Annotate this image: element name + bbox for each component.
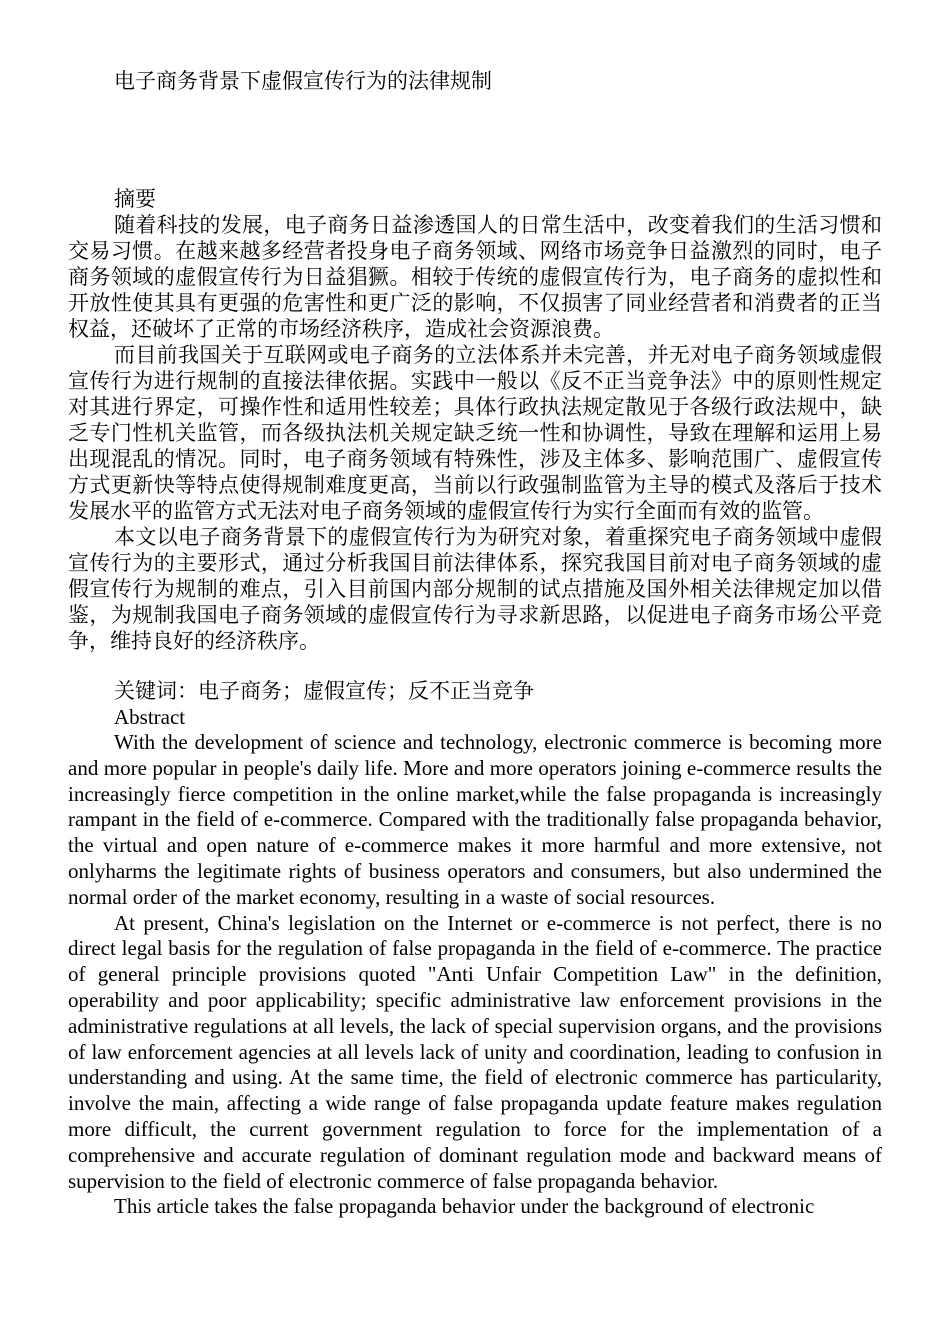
keywords-zh: 关键词：电子商务；虚假宣传；反不正当竞争 (114, 679, 534, 703)
title-spacer (68, 102, 882, 186)
abstract-en-paragraph-3: This article takes the false propaganda behavior under the background of electronic (114, 1194, 815, 1219)
abstract-zh-paragraph-2: 而目前我国关于互联网或电子商务的立法体系并未完善，并无对电子商务领域虚假宣传行为进行规制的直接法律依据。实践中一般以《反不正当竞争法》中的原则性规定对其进行界定，可操作性和适用性较差；具体行政执法规定散见于各级行政法规中，缺乏专门性机关监管，而各级执法机关规定缺乏统一性和协调性，导致在理解和运用上易出现混乱的情况。同时，电子商务领域有特殊性，涉及主体多、影响范围广、虚假宣传方式更新快等特点使得规制难度更高，当前以行政强制监管为主导的模式及落后于技术发展水平的监管方式无法对电子商务领域的虚假宣传行为实行全面而有效的监管。 (68, 343, 882, 523)
abstract-en-paragraph-1: With the development of science and technology, electronic commerce is becoming more and more popular in people's daily life. More and more operators joining e-commerce results the increasingly fierce competition in the online market,while the false propaganda is increasingly rampant in the field of e-commerce. Compared with the traditionally false propaganda behavior, the virtual and open nature of e-commerce makes it more harmful and more extensive, not onlyharms the legitimate rights of business operators and consumers, but also undermined the normal order of the market economy, resulting in a waste of social resources. (68, 730, 882, 909)
abstract-zh-paragraph-1: 随着科技的发展，电子商务日益渗透国人的日常生活中，改变着我们的生活习惯和交易习惯。在越来越多经营者投身电子商务领域、网络市场竞争日益激烈的同时，电子商务领域的虚假宣传行为日益猖獗。相较于传统的虚假宣传行为，电子商务的虚拟性和开放性使其具有更强的危害性和更广泛的影响，不仅损害了同业经营者和消费者的正当权益，还破坏了正常的市场经济秩序，造成社会资源浪费。 (68, 213, 882, 341)
document-page (68, 60, 882, 1220)
abstract-zh-paragraph-3: 本文以电子商务背景下的虚假宣传行为为研究对象，着重探究电子商务领域中虚假宣传行为的主要形式，通过分析我国目前法律体系，探究我国目前对电子商务领域的虚假宣传行为规制的难点，引入目前国内部分规制的试点措施及国外相关法律规定加以借鉴，为规制我国电子商务领域的虚假宣传行为寻求新思路，以促进电子商务市场公平竞争，维持良好的经济秩序。 (68, 525, 882, 653)
document-title: 电子商务背景下虚假宣传行为的法律规制 (114, 69, 492, 93)
keywords-spacer (68, 654, 882, 678)
abstract-heading-zh: 摘要 (114, 187, 156, 211)
abstract-en-paragraph-2: At present, China's legislation on the Internet or e-commerce is not perfect, there is no direct legal basis for the regulation of false propaganda in the field of e-commerce. The practice of general principle provisions quoted "Anti Unfair Competition Law" in the definition, operability and poor applicability; specific administrative law enforcement provisions in the administrative regulations at all levels, the lack of special supervision organs, and the provisions of law enforcement agencies at all levels lack of unity and coordination, leading to confusion in understanding and using. At the same time, the field of electronic commerce has particularity, involve the main, affecting a wide range of false propaganda update feature makes regulation more difficult, the current government regulation to force for the implementation of a comprehensive and accurate regulation of dominant regulation mode and backward means of supervision to the field of electronic commerce of false propaganda behavior. (68, 910, 882, 1193)
abstract-heading-en: Abstract (114, 705, 186, 729)
